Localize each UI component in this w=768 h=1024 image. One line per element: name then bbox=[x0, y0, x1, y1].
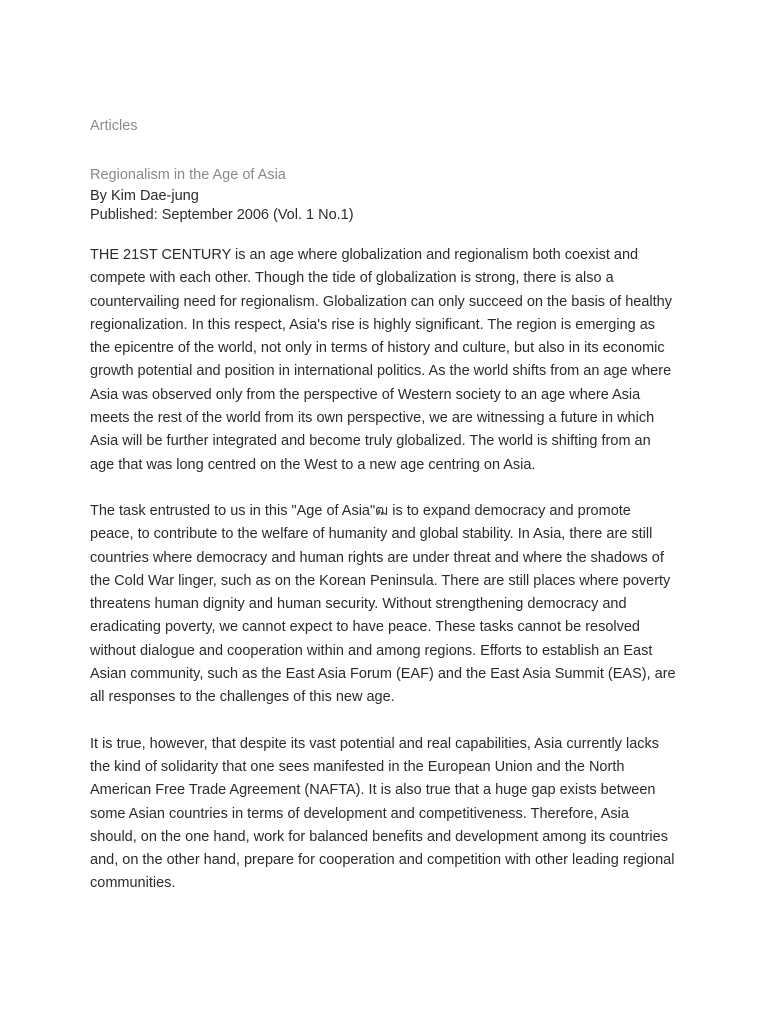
article-title: Regionalism in the Age of Asia bbox=[90, 167, 286, 183]
article-meta bbox=[90, 187, 678, 225]
article-body bbox=[90, 244, 678, 896]
published-date: Published: September 2006 (Vol. 1 No.1) bbox=[90, 207, 354, 223]
paragraph: It is true, however, that despite its vast potential and real capabilities, Asia currently lacks the kind of solidarity that one sees manifested in the European Union and the North American Free Trade Agreement (NAFTA). It is also true that a huge gap exists between some Asian countries in terms of development and competitiveness. Therefore, Asia should, on the one hand, work for balanced benefits and development among its countries and, on the other hand, prepare for cooperation and competition with other leading regional communities. bbox=[90, 735, 675, 892]
paragraph: THE 21ST CENTURY is an age where globalization and regionalism both coexist and compete with each other. Though the tide of globalization is strong, there is also a countervailing need for regionalism. Globalization can only succeed on the basis of healthy regionalization. In this respect, Asia's rise is highly significant. The region is emerging as the epicentre of the world, not only in terms of history and culture, but also in its economic growth potential and position in international politics. As the world shifts from an age where Asia was observed only from the perspective of Western society to an age where Asia meets the rest of the world from its own perspective, we are witnessing a future in which Asia will be further integrated and become truly globalized. The world is shifting from an age that was long centred on the West to a new age centring on Asia. bbox=[90, 247, 672, 473]
paragraph: The task entrusted to us in this "Age of Asia"ฒ is to expand democracy and promote peace, to contribute to the welfare of humanity and global stability. In Asia, there are still countries where democracy and human rights are under threat and where the shadows of the Cold War linger, such as on the Korean Peninsula. There are still places where poverty threatens human dignity and human security. Without strengthening democracy and eradicating poverty, we cannot expect to have peace. These tasks cannot be resolved without dialogue and cooperation within and among regions. Efforts to establish an East Asian community, such as the East Asia Forum (EAF) and the East Asia Summit (EAS), are all responses to the challenges of this new age. bbox=[90, 502, 676, 706]
byline: By Kim Dae-jung bbox=[90, 188, 199, 204]
section-label: Articles bbox=[90, 118, 138, 134]
